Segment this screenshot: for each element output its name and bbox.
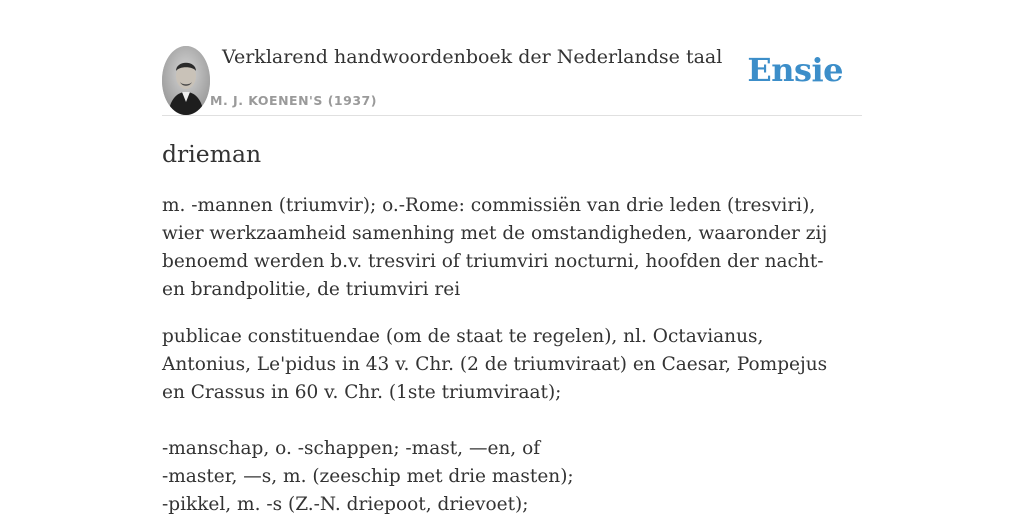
author-portrait bbox=[162, 46, 210, 115]
definition-line: -manschap, o. -schappen; -mast, —en, of bbox=[162, 438, 541, 459]
entry-definition bbox=[162, 192, 852, 519]
spacer bbox=[162, 407, 852, 435]
entry-headword: drieman bbox=[162, 140, 262, 168]
ensie-logo[interactable]: Ensie bbox=[747, 51, 843, 89]
definition-paragraph: publicae constituendae (om de staat te regelen), nl. Octavianus, Antonius, Le'pidus in 43 v. Chr. (2 de triumviraat) en Caesar, Pompejus en Crassus in 60 v. Chr. (1ste triumviraat); bbox=[162, 326, 828, 403]
definition-line: -master, —s, m. (zeeschip met drie masten); bbox=[162, 466, 574, 487]
dictionary-subtitle: M. J. KOENEN'S (1937) bbox=[210, 93, 377, 108]
dictionary-title: Verklarend handwoordenboek der Nederlandse taal bbox=[222, 46, 723, 68]
definition-line: -pikkel, m. -s (Z.-N. driepoot, drievoet); bbox=[162, 494, 529, 515]
definition-paragraph: m. -mannen (triumvir); o.-Rome: commissiën van drie leden (tresviri), wier werkzaamheid samenhing met de omstandigheden, waaronder zij benoemd werden b.v. tresviri of triumviri nocturni, hoofden der nacht- en brandpolitie, de triumviri rei bbox=[162, 195, 828, 300]
header-divider bbox=[162, 115, 862, 116]
